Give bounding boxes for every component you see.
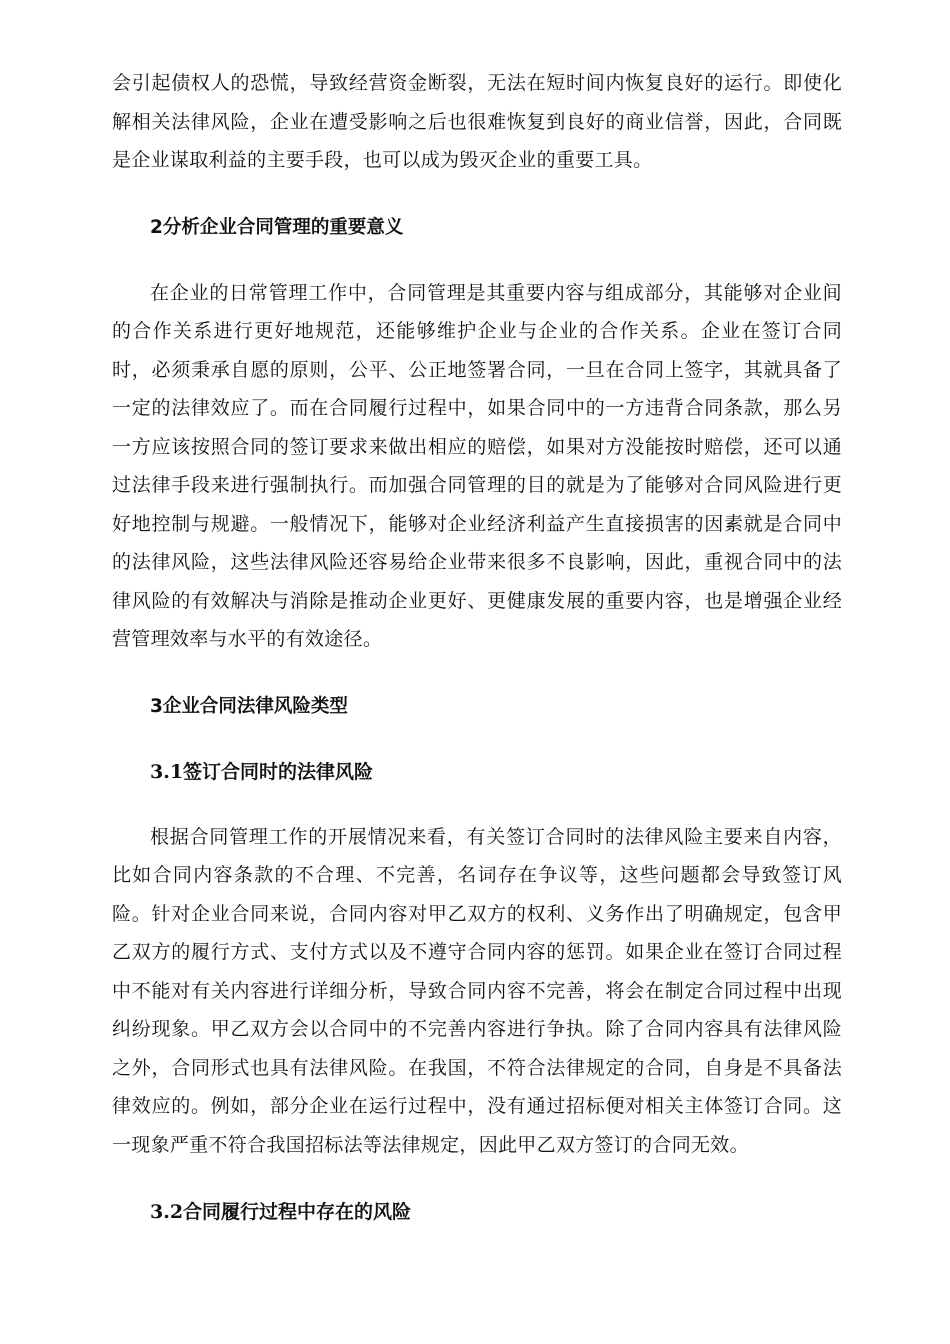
section-3-1-paragraph: 根据合同管理工作的开展情况来看，有关签订合同时的法律风险主要来自内容，比如合同内容条款的不合理、不完善，名词存在争议等，这些问题都会导致签订风险。针对企业合同来说，合同内容对甲乙双方的权利、义务作出了明确规定，包含甲乙双方的履行方式、支付方式以及不遵守合同内容的惩罚。如果企业在签订合同过程中不能对有关内容进行详细分析，导致合同内容不完善，将会在制定合同过程中出现纠纷现象。甲乙双方会以合同中的不完善内容进行争执。除了合同内容具有法律风险之外，合同形式也具有法律风险。在我国，不符合法律规定的合同，自身是不具备法律效应的。例如，部分企业在运行过程中，没有通过招标便对相关主体签订合同。这一现象严重不符合我国招标法等法律规定，因此甲乙双方签订的合同无效。 [112, 825, 842, 1156]
spacer [112, 726, 842, 753]
section-3-2-heading: 3.2合同履行过程中存在的风险 [150, 1201, 412, 1223]
section-3-1-heading: 3.1签订合同时的法律风险 [150, 760, 374, 783]
spacer [112, 791, 842, 818]
spacer [112, 247, 842, 274]
intro-paragraph: 会引起债权人的恐慌，导致经营资金断裂，无法在短时间内恢复良好的运行。即使化解相关法律风险，企业在遭受影响之后也很难恢复到良好的商业信誉，因此，合同既是企业谋取利益的主要手段，也可以成为毁灭企业的重要工具。 [112, 72, 842, 171]
spacer [112, 180, 842, 209]
spacer [112, 1164, 842, 1193]
spacer [112, 659, 842, 688]
section-3-heading: 3企业合同法律风险类型 [150, 695, 348, 717]
document-page [112, 64, 842, 1231]
section-2-heading: 2分析企业合同管理的重要意义 [150, 216, 404, 238]
section-2-paragraph: 在企业的日常管理工作中，合同管理是其重要内容与组成部分，其能够对企业间的合作关系进行更好地规范，还能够维护企业与企业的合作关系。企业在签订合同时，必须秉承自愿的原则，公平、公正地签署合同，一旦在合同上签字，其就具备了一定的法律效应了。而在合同履行过程中，如果合同中的一方违背合同条款，那么另一方应该按照合同的签订要求来做出相应的赔偿，如果对方没能按时赔偿，还可以通过法律手段来进行强制执行。而加强合同管理的目的就是为了能够对合同风险进行更好地控制与规避。一般情况下，能够对企业经济利益产生直接损害的因素就是合同中的法律风险，这些法律风险还容易给企业带来很多不良影响，因此，重视合同中的法律风险的有效解决与消除是推动企业更好、更健康发展的重要内容，也是增强企业经营管理效率与水平的有效途径。 [112, 281, 842, 650]
